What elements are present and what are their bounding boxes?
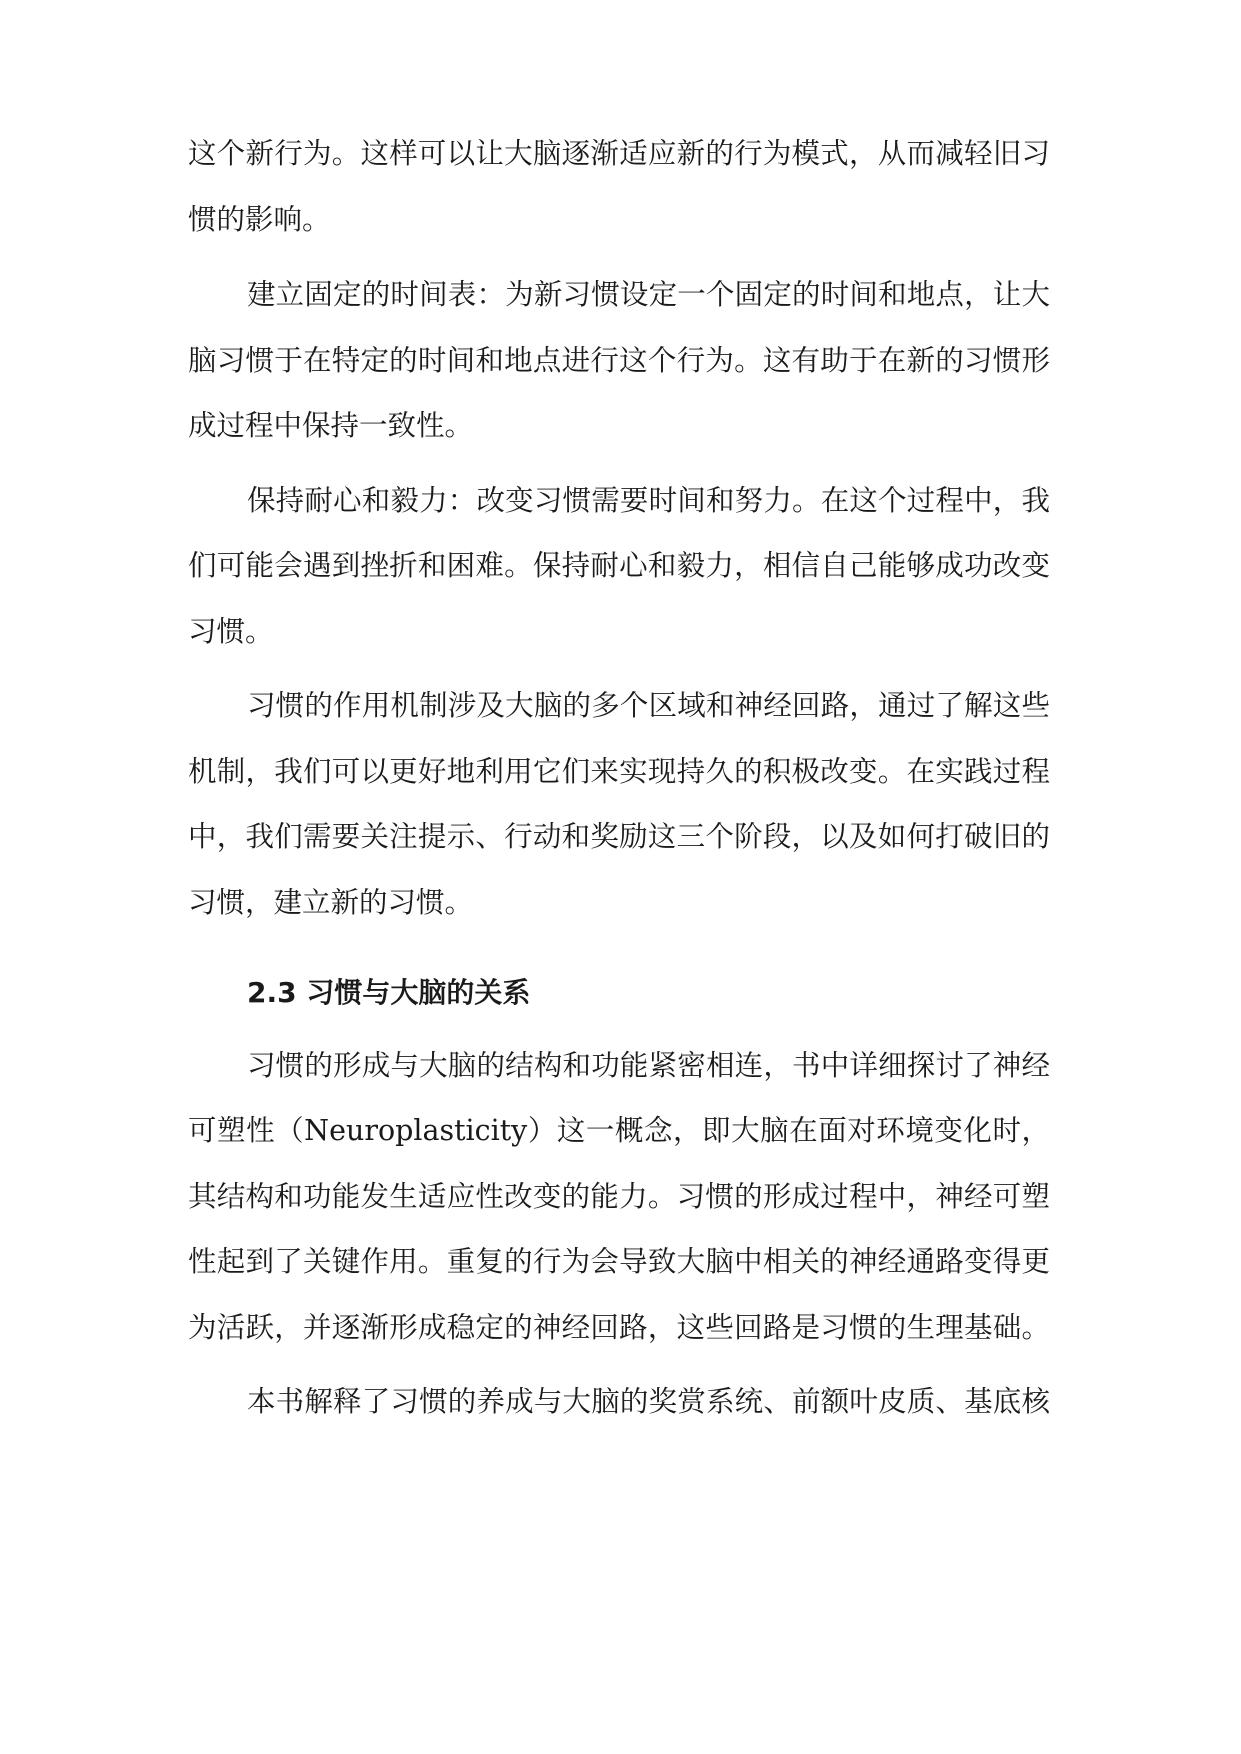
paragraph-line: 机制，我们可以更好地利用它们来实现持久的积极改变。在实践过程 — [188, 755, 1050, 788]
paragraph-line: 习惯的作用机制涉及大脑的多个区域和神经回路，通过了解这些 — [247, 689, 1050, 722]
paragraph-line: 保持耐心和毅力：改变习惯需要时间和努力。在这个过程中，我 — [247, 484, 1050, 517]
paragraph-line: 习惯，建立新的习惯。 — [188, 886, 474, 919]
paragraph-line: 性起到了关键作用。重复的行为会导致大脑中相关的神经通路变得更 — [188, 1245, 1050, 1278]
paragraph-line: 成过程中保持一致性。 — [188, 409, 474, 442]
section-heading: 2.3 习惯与大脑的关系 — [247, 976, 531, 1009]
paragraph-line: 们可能会遇到挫折和困难。保持耐心和毅力，相信自己能够成功改变 — [188, 549, 1050, 582]
paragraph-line: 本书解释了习惯的养成与大脑的奖赏系统、前额叶皮质、基底核 — [247, 1385, 1050, 1418]
paragraph-line: 可塑性（Neuroplasticity）这一概念，即大脑在面对环境变化时， — [188, 1114, 1050, 1147]
paragraph-line: 脑习惯于在特定的时间和地点进行这个行为。这有助于在新的习惯形 — [188, 344, 1050, 377]
paragraph-line: 惯的影响。 — [188, 203, 331, 236]
paragraph-line: 其结构和功能发生适应性改变的能力。习惯的形成过程中，神经可塑 — [188, 1180, 1050, 1213]
paragraph-line: 习惯。 — [188, 615, 274, 648]
paragraph-line: 为活跃，并逐渐形成稳定的神经回路，这些回路是习惯的生理基础。 — [188, 1311, 1050, 1344]
paragraph-line: 中，我们需要关注提示、行动和奖励这三个阶段，以及如何打破旧的 — [188, 820, 1050, 853]
paragraph-line: 建立固定的时间表：为新习惯设定一个固定的时间和地点，让大 — [247, 278, 1050, 311]
paragraph-line: 这个新行为。这样可以让大脑逐渐适应新的行为模式，从而减轻旧习 — [188, 137, 1050, 170]
paragraph-line: 习惯的形成与大脑的结构和功能紧密相连，书中详细探讨了神经 — [247, 1049, 1050, 1082]
